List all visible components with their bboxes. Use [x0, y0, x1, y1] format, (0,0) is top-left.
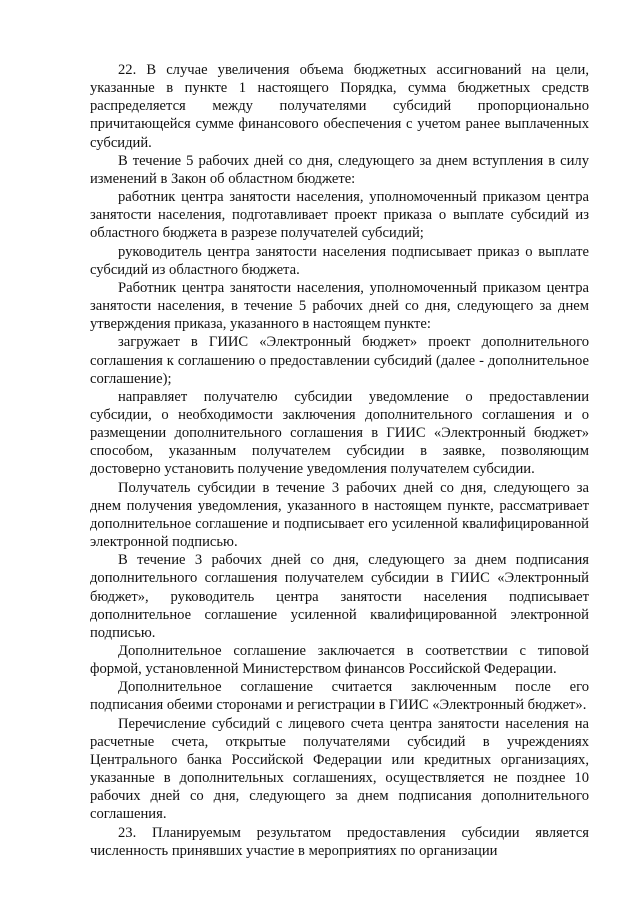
paragraph-head-signs-agreement: В течение 3 рабочих дней со дня, следующего за днем подписания дополнительного соглашения получателем субсидии в ГИИС «Электронный бюджет», руководитель центра занятости населения подписывает дополнительное соглашение усиленной квалифицированной электронной подписью. — [90, 552, 589, 641]
paragraph-standard-form: Дополнительное соглашение заключается в соответствии с типовой формой, установленной Министерством финансов Российской Федерации. — [90, 643, 589, 678]
paragraph-sends-notification: направляет получателю субсидии уведомление о предоставлении субсидии, о необходимости заключения дополнительного соглашения и о размещении дополнительного соглашения в ГИИС «Электронный бюджет» способом, указанным получателем субсидии в заявке, позволяющим достоверно установить получение уведомления получателем субсидии. — [90, 388, 589, 478]
paragraph-recipient-signs: Получатель субсидии в течение 3 рабочих дней со дня, следующего за днем получения уведомления, указанного в настоящем пункте, рассматривает дополнительное соглашение и подписывает его усиленной квалифицированной электронной подписью. — [90, 479, 589, 551]
paragraph-head-signs-order: руководитель центра занятости населения подписывает приказ о выплате субсидий из областного бюджета. — [90, 243, 589, 278]
paragraph-agreement-concluded: Дополнительное соглашение считается заключенным после его подписания обеими сторонами и регистрации в ГИИС «Электронный бюджет». — [90, 679, 589, 714]
paragraph-5-days-intro: В течение 5 рабочих дней со дня, следующего за днем вступления в силу изменений в Закон об областном бюджете: — [90, 152, 589, 187]
document-body — [90, 61, 589, 860]
paragraph-worker-prepares-order: работник центра занятости населения, уполномоченный приказом центра занятости населения, подготавливает проект приказа о выплате субсидий из областного бюджета в разрезе получателей субсидий; — [90, 189, 589, 242]
paragraph-transfer-of-subsidies: Перечисление субсидий с лицевого счета центра занятости населения на расчетные счета, открытые получателями субсидий в учреждениях Центрального банка Российской Федерации или кредитных организациях, указанные в дополнительных соглашениях, осуществляется не позднее 10 рабочих дней со дня, следующего за днем подписания дополнительного соглашения. — [90, 715, 589, 823]
paragraph-23-result: 23. Планируемым результатом предоставления субсидии является численность принявших участие в мероприятиях по организации — [90, 824, 589, 859]
paragraph-22-intro: 22. В случае увеличения объема бюджетных ассигнований на цели, указанные в пункте 1 настоящего Порядка, сумма бюджетных средств распределяется между получателями субсидий пропорционально причитающейся сумме финансового обеспечения с учетом ранее выплаченных субсидий. — [90, 62, 589, 151]
paragraph-uploads-draft: загружает в ГИИС «Электронный бюджет» проект дополнительного соглашения к соглашению о предоставлении субсидий (далее - дополнительное соглашение); — [90, 334, 589, 387]
paragraph-worker-5-days: Работник центра занятости населения, уполномоченный приказом центра занятости населения, в течение 5 рабочих дней со дня, следующего за днем утверждения приказа, указанного в настоящем пункте: — [90, 279, 589, 333]
